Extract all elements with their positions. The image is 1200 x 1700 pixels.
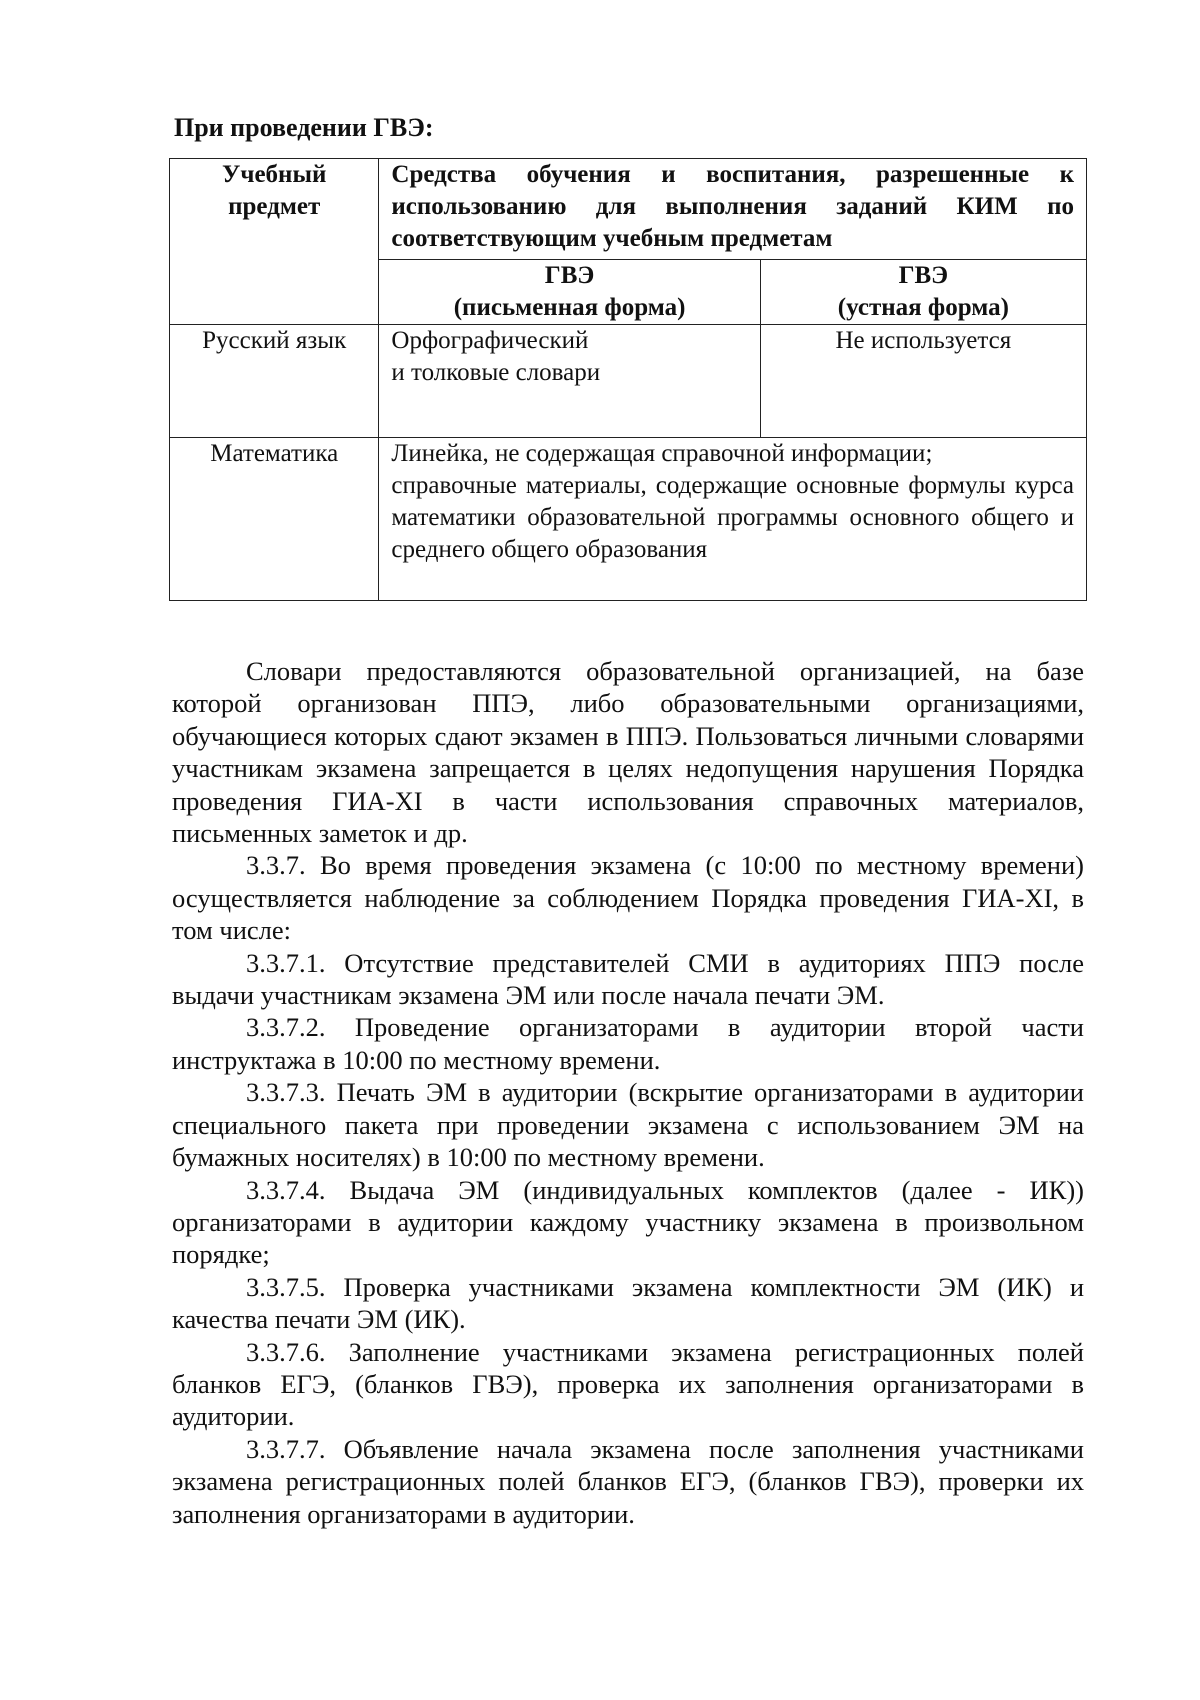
means-cell-line1: Линейка, не содержащая справочной информации;	[391, 440, 933, 467]
table-row	[170, 438, 1087, 601]
means-column-header: Средства обучения и воспитания, разрешенные к использованию для выполнения заданий КИМ по соответствующим учебным предметам	[379, 159, 1087, 260]
paragraph-3-3-7-3: 3.3.7.3. Печать ЭМ в аудитории (вскрытие организаторами в аудитории специального пакета при проведении экзамена с использованием ЭМ на бумажных носителях) в 10:00 по местному времени.	[172, 1077, 1084, 1173]
written-form-cell-line2: и толковые словари	[391, 359, 601, 386]
section-heading: При проведении ГВЭ:	[174, 113, 434, 142]
paragraph-3-3-7: 3.3.7. Во время проведения экзамена (с 10:00 по местному времени) осуществляется наблюдение за соблюдением Порядка проведения ГИА-XI, в том числе:	[172, 850, 1084, 946]
oral-form-header-line1: ГВЭ	[898, 262, 949, 289]
written-form-cell-line1: Орфографический	[391, 327, 589, 354]
body-text	[172, 655, 1084, 1530]
paragraph-3-3-7-2: 3.3.7.2. Проведение организаторами в аудитории второй части инструктажа в 10:00 по местному времени.	[172, 1012, 1084, 1075]
oral-form-cell: Не используется	[760, 325, 1086, 438]
allowed-materials-table	[169, 158, 1087, 601]
table-row	[170, 325, 1087, 438]
means-cell-rest: справочные материалы, содержащие основные формулы курса математики образовательной программы основного общего и среднего общего образования	[391, 472, 1074, 563]
subject-cell: Математика	[170, 438, 379, 601]
written-form-header-line2: (письменная форма)	[453, 294, 686, 321]
subject-cell: Русский язык	[170, 325, 379, 438]
table-header-row	[170, 159, 1087, 260]
paragraph-3-3-7-1: 3.3.7.1. Отсутствие представителей СМИ в аудиториях ППЭ после выдачи участникам экзамена ЭМ или после начала печати ЭМ.	[172, 947, 1084, 1011]
paragraph-3-3-7-5: 3.3.7.5. Проверка участниками экзамена комплектности ЭМ (ИК) и качества печати ЭМ (ИК).	[172, 1271, 1084, 1335]
written-form-header-line1: ГВЭ	[544, 262, 595, 289]
oral-form-header-line2: (устная форма)	[837, 294, 1009, 321]
written-form-cell	[379, 325, 760, 438]
paragraph-3-3-7-4: 3.3.7.4. Выдача ЭМ (индивидуальных комплектов (далее - ИК)) организаторами в аудитории каждому участнику экзамена в произвольном порядке;	[172, 1174, 1084, 1270]
paragraph-dictionaries: Словари предоставляются образовательной организацией, на базе которой организован ППЭ, либо образовательными организациями, обучающиеся которых сдают экзамен в ППЭ. Пользоваться личными словарями участникам экзамена запрещается в целях недопущения нарушения Порядка проведения ГИА-XI в части использования справочных материалов, письменных заметок и др.	[172, 656, 1084, 849]
paragraph-3-3-7-6: 3.3.7.6. Заполнение участниками экзамена регистрационных полей бланков ЕГЭ, (бланков ГВЭ), проверка их заполнения организаторами в аудитории.	[172, 1336, 1084, 1432]
written-form-header	[379, 260, 760, 325]
means-cell	[379, 438, 1087, 601]
subject-column-header: Учебный предмет	[170, 159, 379, 325]
oral-form-header	[760, 260, 1086, 325]
paragraph-3-3-7-7: 3.3.7.7. Объявление начала экзамена после заполнения участниками экзамена регистрационных полей бланков ЕГЭ, (бланков ГВЭ), проверки их заполнения организаторами в аудитории.	[172, 1433, 1084, 1529]
